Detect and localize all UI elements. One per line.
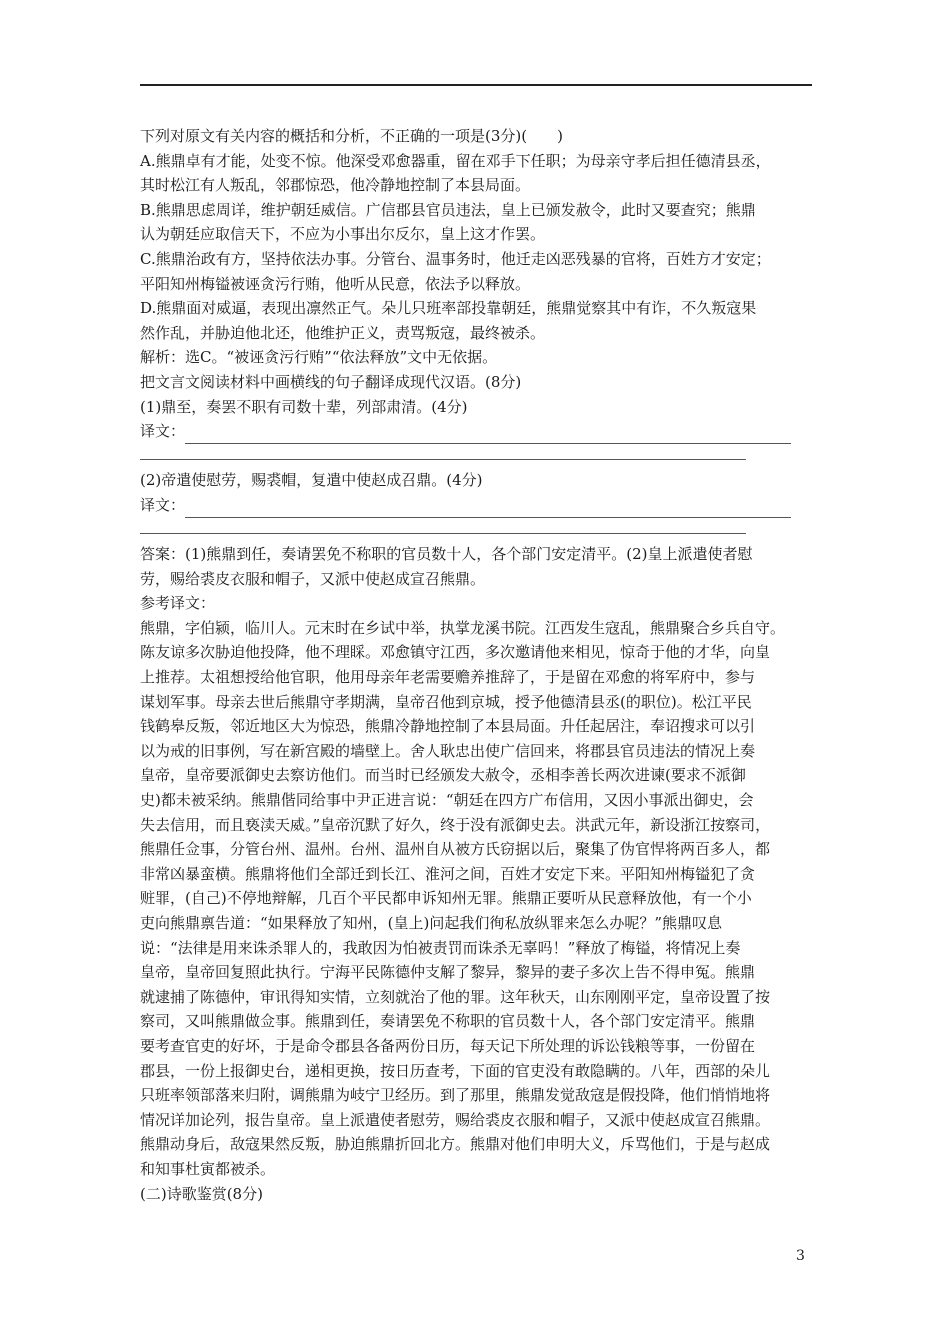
reference-line: 非常凶暴蛮横。熊鼎将他们全部迁到长江、淮河之间，百姓才安定下来。平阳知州梅镒犯了贪	[140, 864, 756, 883]
header-rule	[140, 84, 812, 86]
reference-line: 失去信用，而且亵渎天威。”皇帝沉默了好久，终于没有派御史去。洪武元年，新设浙江按察司，	[140, 815, 771, 834]
reference-line: 情况详加论列，报告皇帝。皇上派遣使者慰劳，赐给裘皮衣服和帽子，又派中使赵成宣召熊鼎。	[140, 1110, 771, 1129]
option-a-line-1: A.熊鼎卓有才能，处变不惊。他深受邓愈器重，留在邓手下任职；为母亲守孝后担任德清县丞，	[140, 151, 771, 170]
question-stem: 下列对原文有关内容的概括和分析，不正确的一项是(3分)( )	[140, 127, 563, 145]
reference-line: 就逮捕了陈德仲，审讯得知实情，立刻就治了他的罪。这年秋天，山东刚刚平定，皇帝设置了按	[140, 987, 771, 1006]
translation-blank-row-2b	[140, 518, 820, 543]
translation-answer-row-2	[140, 493, 820, 518]
reference-line: 皇帝，皇帝要派御史去察访他们。而当时已经颁发大赦令，丞相李善长两次进谏(要求不派御	[140, 766, 746, 785]
page-content	[140, 124, 820, 1206]
reference-heading: 参考译文：	[140, 594, 216, 613]
reference-line: 要考查官吏的好坏，于是命令郡县各备两份日历，每天记下所处理的诉讼钱粮等事，一份留在	[140, 1036, 756, 1055]
reference-line: 以为戒的旧事例，写在新宫殿的墙壁上。舍人耿忠出使广信回来，将郡县官员违法的情况上奏	[140, 741, 756, 760]
option-b-line-1: B.熊鼎思虑周详，维护朝廷威信。广信郡县官员违法，皇上已颁发赦令，此时又要查究；熊鼎	[140, 200, 756, 219]
translation-blank-1b[interactable]	[140, 444, 746, 460]
reference-line: 熊鼎，字伯颍，临川人。元末时在乡试中举，执掌龙溪书院。江西发生寇乱，熊鼎聚合乡兵自守。	[140, 618, 786, 637]
analysis-text: 解析：选C。“被诬贪污行贿”“依法释放”文中无依据。	[140, 348, 498, 367]
option-b-line-2: 认为朝廷应取信天下，不应为小事出尔反尔，皇上这才作罢。	[140, 225, 546, 244]
reference-translation	[140, 616, 820, 1182]
option-c-line-1: C.熊鼎治政有方，坚持依法办事。分管台、温事务时，他迁走凶恶残暴的官将，百姓方才安定；	[140, 249, 771, 268]
option-d-line-1: D.熊鼎面对威逼，表现出凛然正气。朵儿只班率部投靠朝廷，熊鼎觉察其中有诈，不久叛寇果	[140, 299, 757, 318]
translation-label-1: 译文：	[140, 422, 186, 441]
page-number: 3	[796, 1248, 805, 1264]
answer-line-2: 劳，赐给裘皮衣服和帽子，又派中使赵成宣召熊鼎。	[140, 569, 486, 588]
reference-line: 熊鼎动身后，敌寇果然反叛，胁迫熊鼎折回北方。熊鼎对他们申明大义，斥骂他们，于是与赵成	[140, 1135, 771, 1154]
next-section-heading: (二)诗歌鉴赏(8分)	[140, 1184, 263, 1203]
translation-answer-row-1	[140, 419, 820, 444]
option-a-line-2: 其时松江有人叛乱，邻郡惊恐，他冷静地控制了本县局面。	[140, 176, 531, 195]
translation-blank-row-1b	[140, 444, 820, 469]
reference-line: 熊鼎任佥事，分管台州、温州。台州、温州自从被方氏窃据以后，聚集了伪官悍将两百多人，都	[140, 840, 771, 859]
option-d-line-2: 然作乱，并胁迫他北还，他维护正义，责骂叛寇，最终被杀。	[140, 323, 546, 342]
reference-line: 上推荐。太祖想授给他官职，他用母亲年老需要赡养推辞了，于是留在邓愈的将军府中，参与	[140, 668, 756, 687]
translation-item-2: (2)帝遣使慰劳，赐裘帽，复遣中使赵成召鼎。(4分)	[140, 471, 483, 490]
reference-line: 郡县，一份上报御史台，递相更换，按日历查考，下面的官吏没有敢隐瞒的。八年，西部的朵儿	[140, 1061, 771, 1080]
reference-line: 赃罪，(自己)不停地辩解，几百个平民都申诉知州无罪。熊鼎正要听从民意释放他，有一个小	[140, 889, 752, 908]
reference-line: 史)都未被采纳。熊鼎偕同给事中尹正进言说：“朝廷在四方广布信用，又因小事派出御史，会	[140, 791, 754, 810]
reference-line: 陈友谅多次胁迫他投降，他不理睬。邓愈镇守江西，多次邀请他来相见，惊奇于他的才华，向皇	[140, 643, 771, 662]
reference-line: 谋划军事。母亲去世后熊鼎守孝期满，皇帝召他到京城，授予他德清县丞(的职位)。松江平民	[140, 692, 752, 711]
reference-line: 钱鹤皋反叛，邻近地区大为惊恐，熊鼎冷静地控制了本县局面。升任起居注，奉诏搜求可以引	[140, 717, 756, 736]
reference-line: 察司，又叫熊鼎做佥事。熊鼎到任，奏请罢免不称职的官员数十人，各个部门安定清平。熊鼎	[140, 1012, 756, 1031]
reference-line: 说：“法律是用来诛杀罪人的，我敢因为怕被责罚而诛杀无辜吗！”释放了梅镒，将情况上奏	[140, 938, 741, 957]
translation-item-1: (1)鼎至，奏罢不职有司数十辈，列部肃清。(4分)	[140, 397, 468, 416]
reference-line: 吏向熊鼎禀告道：“如果释放了知州，(皇上)问起我们徇私放纵罪来怎么办呢？”熊鼎叹息	[140, 914, 723, 932]
translation-question-stem: 把文言文阅读材料中画横线的句子翻译成现代汉语。(8分)	[140, 372, 522, 391]
option-c-line-2: 平阳知州梅镒被诬贪污行贿，他听从民意，依法予以释放。	[140, 274, 531, 293]
answer-line-1: 答案：(1)熊鼎到任，奏请罢免不称职的官员数十人，各个部门安定清平。(2)皇上派遣使者慰	[140, 545, 753, 564]
translation-blank-1a[interactable]	[185, 431, 791, 444]
translation-blank-2b[interactable]	[140, 518, 746, 534]
reference-line: 皇帝，皇帝回复照此执行。宁海平民陈德仲支解了黎异，黎异的妻子多次上告不得申冤。熊鼎	[140, 963, 756, 982]
translation-blank-2a[interactable]	[185, 505, 791, 518]
translation-label-2: 译文：	[140, 495, 186, 514]
reference-line: 只班率领部落来归附，调熊鼎为岐宁卫经历。到了那里，熊鼎发觉敌寇是假投降，他们悄悄地将	[140, 1086, 771, 1105]
reference-line: 和知事杜寅都被杀。	[140, 1159, 276, 1178]
